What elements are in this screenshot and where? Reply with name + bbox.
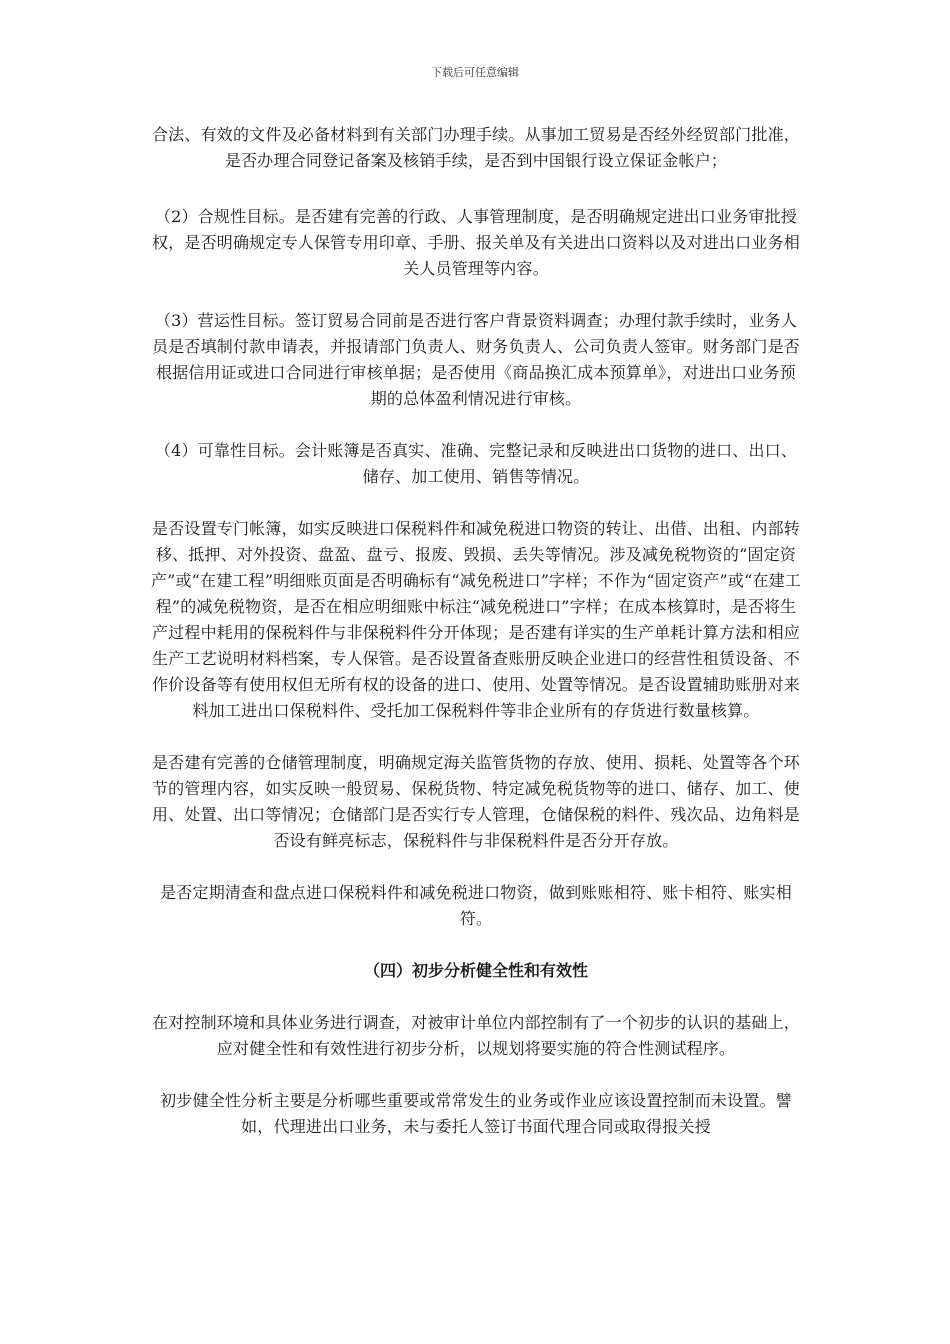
paragraph-preliminary-analysis: 在对控制环境和具体业务进行调查，对被审计单位内部控制有了一个初步的认识的基础上，应对健全性和有效性进行初步分析，以规划将要实施的符合性测试程序。 <box>151 1013 800 1058</box>
paragraph-completeness-analysis: 初步健全性分析主要是分析哪些重要或常常发生的业务或作业应该设置控制而未设置。譬如，代理进出口业务，未与委托人签订书面代理合同或取得报关授 <box>160 1091 792 1136</box>
paragraph-documents: 合法、有效的文件及必备材料到有关部门办理手续。从事加工贸易是否经外经贸部门批准，是否办理合同登记备案及核销手续，是否到中国银行设立保证金帐户； <box>151 125 800 170</box>
paragraph-reliability-objective: （4）可靠性目标。会计账簿是否真实、准确、完整记录和反映进出口货物的进口、出口、储存、加工使用、销售等情况。 <box>154 441 798 486</box>
section-heading: （四）初步分析健全性和有效性 <box>363 961 588 980</box>
paragraph-periodic-inventory: 是否定期清查和盘点进口保税料件和减免税进口物资，做到账账相符、账卡相符、账实相符。 <box>160 883 792 928</box>
paragraph-special-ledgers: 是否设置专门帐簿，如实反映进口保税料件和减免税进口物资的转让、出借、出租、内部转移、抵押、对外投资、盘盈、盘亏、报废、毁损、丢失等情况。涉及减免税物资的“固定资产”或“在建工程”明细账页面是否明确标有“减免税进口”字样；不作为“固定资产”或“在建工程”的减免税物资，是否在相应明细账中标注“减免税进口”字样；在成本核算时，是否将生产过程中耗用的保税料件与非保税料件分开体现；是否建有详实的生产单耗计算方法和相应生产工艺说明材料档案，专人保管。是否设置备查账册反映企业进口的经营性租赁设备、不作价设备等有使用权但无所有权的设备的进口、使用、处置等情况。是否设置辅助账册对来料加工进出口保税料件、受托加工保税料件等非企业所有的存货进行数量核算。 <box>150 519 802 720</box>
paragraph-warehouse-management: 是否建有完善的仓储管理制度，明确规定海关监管货物的存放、使用、损耗、处置等各个环节的管理内容，如实反映一般贸易、保税货物、特定减免税货物等的进口、储存、加工、使用、处置、出口等情况；仓储部门是否实行专人管理，仓储保税的料件、残次品、边角料是否设有鲜亮标志，保税料件与非保税料件是否分开存放。 <box>151 753 800 850</box>
paragraph-compliance-objective: （2）合规性目标。是否建有完善的行政、人事管理制度，是否明确规定进出口业务审批授权，是否明确规定专人保管专用印章、手册、报关单及有关进出口资料以及对进出口业务相关人员管理等内容。 <box>151 207 800 278</box>
document-body <box>150 122 802 1166</box>
page-header-note: 下载后可任意编辑 <box>431 66 519 79</box>
paragraph-operational-objective: （3）营运性目标。签订贸易合同前是否进行客户背景资料调查；办理付款手续时，业务人员是否填制付款申请表，并报请部门负责人、财务负责人、公司负责人签审。财务部门是否根据信用证或进口合同进行审核单据；是否使用《商品换汇成本预算单》，对进出口业务预期的总体盈利情况进行审核。 <box>151 311 800 408</box>
